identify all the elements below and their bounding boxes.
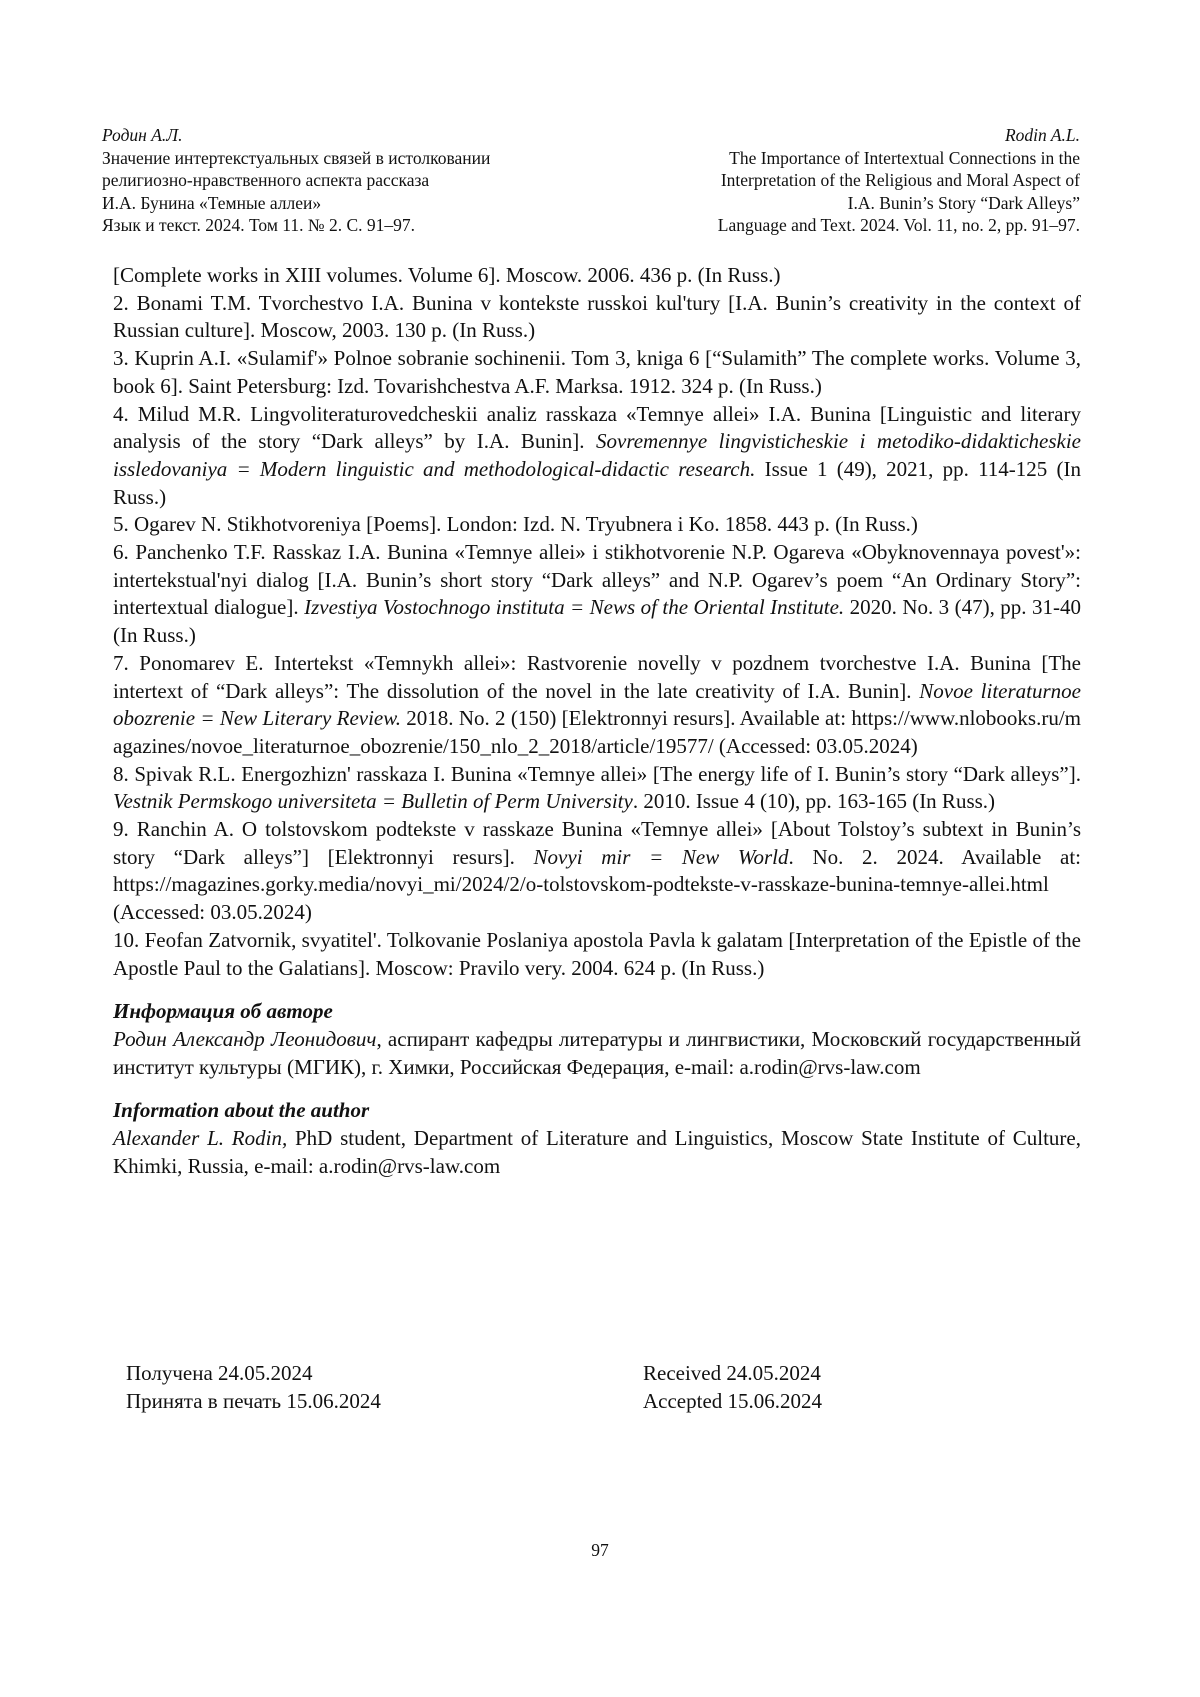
dates-english xyxy=(643,1360,943,1415)
reference-9-journal: Novyi mir = New World xyxy=(533,844,789,869)
author-info-title-ru: Информация об авторе xyxy=(113,999,333,1024)
running-header-russian xyxy=(102,124,592,237)
header-citation-ru: Язык и текст. 2024. Том 11. № 2. С. 91–97. xyxy=(102,215,416,235)
author-name-ru: Родин Александр Леонидович xyxy=(113,1026,377,1051)
body-text xyxy=(113,262,1081,1181)
author-details-en: PhD student, Department of Literature and Linguistics, Moscow State Institute of Culture, Khimki, Russia, e-mail: a.rodin@rvs-law.com xyxy=(113,1126,1081,1178)
reference-6-journal: Izvestiya Vostochnogo instituta = News of the Oriental Institute. xyxy=(304,595,845,620)
reference-6-details: 2020. No. 3 (47), pp. 31-40 (In Russ.) xyxy=(113,595,1081,648)
reference-8-journal: Vestnik Permskogo universiteta = Bulletin of Perm University xyxy=(113,789,633,814)
page-number: 97 xyxy=(591,1540,609,1560)
reference-7-text: 7. Ponomarev E. Intertekst «Temnykh allei»: Rastvorenie novelly v pozdnem tvorchestve I.A. Bunina [The intertext of “Dark alleys”: The dissolution of the novel in the late creativity of I.A. Bunin]. xyxy=(113,650,1081,703)
reference-9 xyxy=(113,816,1081,927)
author-info-title-en: Information about the author xyxy=(113,1098,370,1123)
author-name-en: Alexander L. Rodin, xyxy=(113,1126,288,1151)
reference-7-journal: Novoe literaturnoe obozrenie = New Literary Review. xyxy=(113,678,1081,731)
reference-7 xyxy=(113,650,1081,761)
author-info-ru xyxy=(113,1026,1081,1081)
reference-6-text: 6. Panchenko T.F. Rasskaz I.A. Bunina «Temnye allei» i stikhotvorenie N.P. Ogareva «Obyknovennaya povest'»: intertekstual'nyi dialog [I.A. Bunin’s short story “Dark alleys” and N.P. Ogarev’s poem “An Ordinary Story”: intertextual dialogue]. xyxy=(113,540,1081,620)
reference-8-text: 8. Spivak R.L. Energozhizn' rasskaza I. Bunina «Temnye allei» [The energy life of I. Bunin’s story “Dark alleys”]. xyxy=(113,761,1081,786)
reference-4-details: Issue 1 (49), 2021, pp. 114-125 (In Russ.) xyxy=(113,456,1081,509)
reference-4-text: 4. Milud M.R. Lingvoliteraturovedcheskii analiz rasskaza «Temnye allei» I.A. Bunina [Linguistic and literary analysis of the story “Dark alleys” by I.A. Bunin]. xyxy=(113,401,1081,454)
dates-russian xyxy=(126,1360,606,1415)
reference-4-journal: Sovremennye lingvisticheskie i metodiko-didakticheskie issledovaniya = Modern linguistic and methodological-didactic research. xyxy=(113,429,1081,481)
accepted-date-ru: Принята в печать 15.06.2024 xyxy=(126,1388,381,1413)
reference-6 xyxy=(113,539,1081,650)
header-title-en-line1: The Importance of Intertextual Connections in the xyxy=(729,147,1080,168)
reference-4 xyxy=(113,401,1081,512)
author-details-ru: , аспирант кафедры литературы и лингвистики, Московский государственный институт культуры (МГИК), г. Химки, Российская Федерация, e-mail: a.rodin@rvs-law.com xyxy=(113,1026,1081,1079)
reference-5: 5. Ogarev N. Stikhotvoreniya [Poems]. London: Izd. N. Tryubnera i Ko. 1858. 443 p. (In Russ.) xyxy=(113,512,918,537)
reference-8 xyxy=(113,761,1081,816)
reference-7-accessed: (Accessed: 03.05.2024) xyxy=(718,733,918,758)
running-header-english xyxy=(590,124,1080,237)
reference-10: 10. Feofan Zatvornik, svyatitel'. Tolkovanie Poslaniya apostola Pavla k galatam [Interpretation of the Epistle of the Apostle Paul to the Galatians]. Moscow: Pravilo very. 2004. 624 p. (In Russ.) xyxy=(113,927,1081,980)
reference-9-text: 9. Ranchin A. O tolstovskom podtekste v rasskaze Bunina «Temnye allei» [About Tolstoy’s subtext in Bunin’s story “Dark alleys”] [Elektronnyi resurs]. xyxy=(113,817,1081,869)
reference-1-continued: [Complete works in XIII volumes. Volume 6]. Moscow. 2006. 436 p. (In Russ.) xyxy=(113,263,781,287)
accepted-date-en: Accepted 15.06.2024 xyxy=(643,1388,823,1413)
header-title-ru-line2: религиозно-нравственного аспекта рассказа xyxy=(102,170,430,190)
header-title-en-line2: Interpretation of the Religious and Moral Aspect of xyxy=(720,170,1080,190)
reference-8-details: . 2010. Issue 4 (10), pp. 163-165 (In Russ.) xyxy=(632,789,996,814)
reference-2: 2. Bonami T.M. Tvorchestvo I.A. Bunina v kontekste russkoi kul'tury [I.A. Bunin’s creativity in the context of Russian culture]. Moscow, 2003. 130 p. (In Russ.) xyxy=(113,290,1081,343)
header-title-en-line3: I.A. Bunin’s Story “Dark Alleys” xyxy=(847,192,1080,213)
header-citation-en: Language and Text. 2024. Vol. 11, no. 2, pp. 91–97. xyxy=(717,215,1080,235)
received-date-ru: Получена 24.05.2024 xyxy=(126,1361,313,1385)
author-info-en xyxy=(113,1125,1081,1180)
header-title-ru-line1: Значение интертекстуальных связей в истолковании xyxy=(102,147,491,168)
reference-9-details: . No. 2. 2024. Available at: https://magazines.gorky.media/novyi_mi/2024/2/o-tolstovskom-podtekste-v-rasskaze-bunina-temnye-allei.html (Accessed: 03.05.2024) xyxy=(113,844,1081,925)
header-author-ru: Родин А.Л. xyxy=(102,125,183,145)
header-title-ru-line3: И.А. Бунина «Темные аллеи» xyxy=(102,192,322,213)
received-date-en: Received 24.05.2024 xyxy=(643,1361,821,1385)
reference-7-details: 2018. No. 2 (150) [Elektronnyi resurs]. Available at: xyxy=(400,706,852,731)
reference-3: 3. Kuprin A.I. «Sulamif'» Polnoe sobranie sochinenii. Tom 3, kniga 6 [“Sulamith” The complete works. Volume 3, book 6]. Saint Petersburg: Izd. Tovarishchestva A.F. Marksa. 1912. 324 p. (In Russ.) xyxy=(113,346,1081,398)
reference-7-url[interactable]: https://www.nlobooks.ru/magazines/novoe_literaturnoe_obozrenie/150_nlo_2_2018/article/19577/ xyxy=(113,706,1081,758)
header-author-en: Rodin A.L. xyxy=(1004,125,1080,145)
